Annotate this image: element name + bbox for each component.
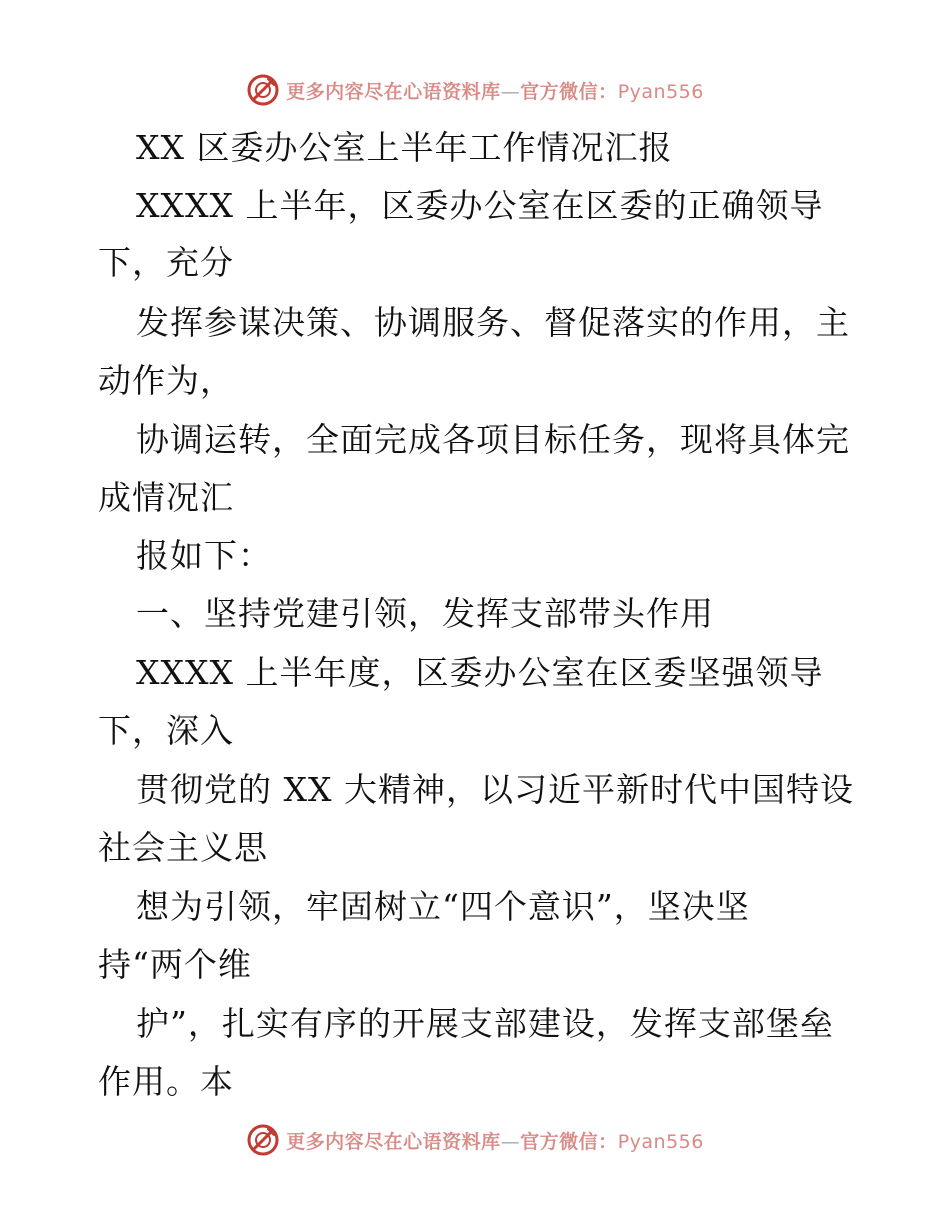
document-title: XX 区委办公室上半年工作情况汇报 [136, 128, 673, 167]
paragraph-line: 贯彻党的 XX 大精神，以习近平新时代中国特设 [136, 770, 854, 809]
paragraph-line: 作用。本 [98, 1062, 234, 1101]
watermark-wechat-id: Pyan556 [617, 1130, 704, 1153]
paragraph-line: 社会主义思 [98, 828, 268, 867]
watermark-wechat-id: Pyan556 [617, 80, 704, 103]
paragraph-line: 动作为， [98, 361, 234, 400]
paragraph-line: XXXX 上半年，区委办公室在区委的正确领导 [136, 186, 824, 225]
paragraph-line: 下，充分 [98, 243, 234, 282]
watermark-text [286, 1127, 704, 1154]
footer-watermark [0, 1120, 950, 1160]
paragraph-line: 护”，扎实有序的开展支部建设，发挥支部堡垒 [136, 1004, 834, 1043]
watermark-text [286, 77, 704, 104]
watermark-wechat-label: 官方微信： [520, 1130, 618, 1153]
paragraph-line: 下，深入 [98, 711, 234, 750]
section-heading: 一、坚持党建引领，发挥支部带头作用 [136, 594, 714, 633]
seal-logo-icon [246, 1123, 280, 1157]
seal-logo-icon [246, 73, 280, 107]
paragraph-line: XXXX 上半年度，区委办公室在区委坚强领导 [136, 653, 824, 692]
watermark-separator: — [500, 1130, 521, 1153]
watermark-site: 更多内容尽在心语资料库 [286, 1130, 501, 1153]
paragraph-line: 持“两个维 [98, 945, 252, 984]
paragraph-line: 想为引领，牢固树立“四个意识”，坚决坚 [136, 887, 750, 926]
header-watermark [0, 70, 950, 110]
watermark-wechat-label: 官方微信： [520, 80, 618, 103]
paragraph-line: 发挥参谋决策、协调服务、督促落实的作用，主 [136, 303, 850, 342]
watermark-separator: — [500, 80, 521, 103]
paragraph-line: 报如下： [136, 536, 272, 575]
watermark-site: 更多内容尽在心语资料库 [286, 80, 501, 103]
paragraph-line: 协调运转，全面完成各项目标任务，现将具体完 [136, 420, 850, 459]
paragraph-line: 成情况汇 [98, 478, 234, 517]
